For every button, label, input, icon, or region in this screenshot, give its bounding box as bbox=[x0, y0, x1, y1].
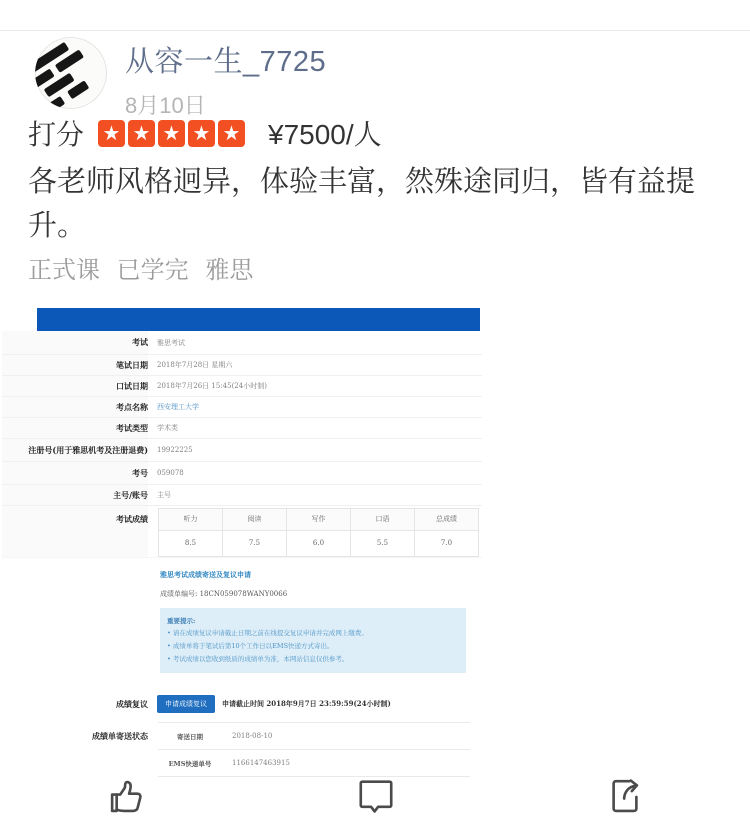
score-col-overall: 总成绩 bbox=[415, 509, 479, 531]
row-value: 059078 bbox=[157, 469, 184, 477]
score-col-writing: 写作 bbox=[287, 509, 351, 531]
tag-course-type: 正式课 bbox=[28, 257, 100, 284]
delivery-date-row bbox=[158, 723, 470, 750]
row-label: 考试 bbox=[2, 331, 148, 354]
score-writing: 6.0 bbox=[287, 531, 351, 557]
star-icon: ★ bbox=[128, 120, 155, 147]
score-listening: 8.5 bbox=[159, 531, 223, 557]
card-top-divider bbox=[0, 30, 750, 31]
review-tags bbox=[28, 250, 263, 285]
action-bar bbox=[0, 772, 750, 820]
row-value: 2018年7月28日 星期六 bbox=[157, 361, 233, 369]
test-center-link: 西安理工大学 bbox=[157, 403, 199, 411]
report-number: 成绩单编号: 18CN059078WANY0066 bbox=[160, 590, 288, 598]
score-col-speaking: 口语 bbox=[351, 509, 415, 531]
review-content: 各老师风格迥异，体验丰富，然殊途同归，皆有益提升。 bbox=[28, 166, 696, 242]
report-row-written-date bbox=[2, 355, 482, 376]
star-icon: ★ bbox=[188, 120, 215, 147]
row-label: 考号 bbox=[2, 462, 148, 484]
row-value: 雅思考试 bbox=[157, 338, 185, 347]
post-date: 8月10日 bbox=[125, 93, 206, 118]
username[interactable]: 从容一生_7725 bbox=[125, 46, 327, 78]
report-row-speaking-date bbox=[2, 376, 482, 397]
row-label: 考点名称 bbox=[2, 397, 148, 417]
appeal-deadline: 申请截止时间 2018年9月7日 23:59:59(24小时制) bbox=[222, 699, 391, 708]
appeal-button: 申请成绩复议 bbox=[157, 695, 215, 713]
delivery-table bbox=[158, 722, 470, 777]
score-delivery-link: 雅思考试成绩寄送及复议申请 bbox=[160, 570, 251, 579]
notice-item: • 成绩单将于笔试后第10个工作日以EMS快递方式寄出。 bbox=[167, 642, 459, 651]
rating-label: 打分 bbox=[28, 119, 85, 150]
score-report-image[interactable] bbox=[2, 300, 482, 777]
report-row-account bbox=[2, 485, 482, 506]
row-label: 口试日期 bbox=[2, 376, 148, 396]
row-label: 成绩复议 bbox=[2, 699, 148, 710]
report-row-test-center bbox=[2, 397, 482, 418]
row-label: 笔试日期 bbox=[2, 355, 148, 375]
sub-label: 寄送日期 bbox=[177, 732, 203, 741]
row-label: 考试类型 bbox=[2, 418, 148, 438]
like-button[interactable] bbox=[106, 775, 148, 817]
notice-item: • 请在成绩复议申请截止日期之前在线提交复议申请并完成网上缴费。 bbox=[167, 629, 459, 638]
report-row-scores bbox=[2, 506, 482, 558]
share-arrow-icon bbox=[604, 775, 646, 817]
score-col-reading: 阅读 bbox=[223, 509, 287, 531]
sub-value: 2018-08-10 bbox=[232, 732, 273, 740]
report-row-candidate-no bbox=[2, 462, 482, 485]
row-label: 注册号(用于雅思机考及注册退费) bbox=[2, 439, 148, 461]
score-speaking: 5.5 bbox=[351, 531, 415, 557]
star-icon: ★ bbox=[218, 120, 245, 147]
report-header-bar bbox=[37, 308, 480, 331]
row-value: 学术类 bbox=[157, 424, 178, 432]
notice-item: • 考试成绩以您收到纸质的成绩单为准，本网站信息仅供参考。 bbox=[167, 655, 459, 664]
tag-subject: 雅思 bbox=[205, 257, 254, 284]
star-icon: ★ bbox=[98, 120, 125, 147]
notice-title: 重要提示: bbox=[167, 617, 196, 625]
thumbs-up-icon bbox=[106, 775, 148, 817]
star-icon: ★ bbox=[158, 120, 185, 147]
row-label: 主号/账号 bbox=[2, 485, 148, 505]
sub-value: 1166147463915 bbox=[232, 759, 290, 767]
row-value: 主号 bbox=[157, 491, 171, 499]
report-row-appeal bbox=[2, 690, 482, 718]
row-value: 19922225 bbox=[157, 446, 193, 454]
star-rating bbox=[98, 120, 248, 147]
score-overall: 7.0 bbox=[415, 531, 479, 557]
price-per-person: ¥7500/人 bbox=[268, 119, 382, 150]
report-row-test-type bbox=[2, 418, 482, 439]
avatar[interactable] bbox=[35, 37, 107, 109]
rating-row bbox=[28, 113, 382, 153]
review-header bbox=[35, 37, 326, 120]
report-row-registration-no bbox=[2, 439, 482, 462]
row-label: 成绩单寄送状态 bbox=[2, 722, 148, 777]
notice-box bbox=[160, 608, 466, 673]
tag-status: 已学完 bbox=[116, 257, 189, 284]
score-col-listening: 听力 bbox=[159, 509, 223, 531]
share-button[interactable] bbox=[604, 775, 646, 817]
score-reading: 7.5 bbox=[223, 531, 287, 557]
report-row-exam bbox=[2, 331, 482, 355]
row-value: 2018年7月26日 15:45(24小时制) bbox=[157, 382, 267, 390]
comment-button[interactable] bbox=[355, 775, 397, 817]
piano-avatar-image bbox=[35, 37, 107, 109]
score-table bbox=[158, 508, 479, 557]
row-label: 考试成绩 bbox=[2, 506, 148, 557]
report-row-delivery bbox=[2, 722, 482, 777]
comment-bubble-icon bbox=[355, 775, 397, 817]
sub-label: EMS快递单号 bbox=[168, 759, 212, 768]
